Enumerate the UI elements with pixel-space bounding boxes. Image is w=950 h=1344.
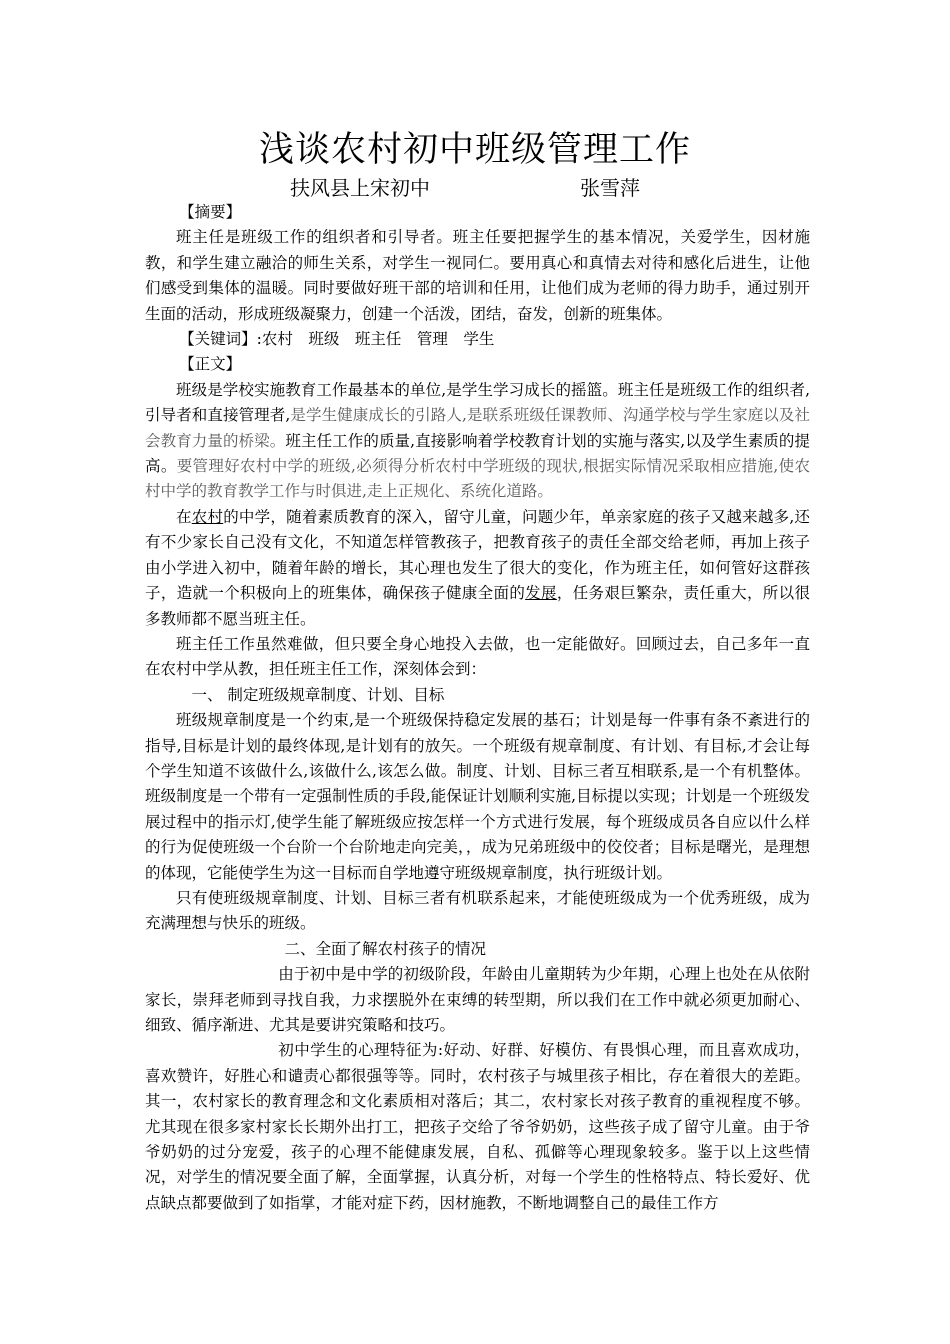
section-heading-2: 二、全面了解农村孩子的情况 bbox=[284, 939, 487, 958]
body-paragraph-4: 班级规章制度是一个约束,是一个班级保持稳定发展的基石；计划是每一件事有条不紊进行的指导,目标是计划的最终体现,是计划有的放矢。一个班级有规章制度、有计划、有目标,才会让每个学生知道不该做什么,该做什么,该怎么做。制度、计划、目标三者互相联系,是一个有机整体。班级制度是一个带有一定强制性质的手段,能保证计划顺利实施,目标提以实现；计划是一个班级发展过程中的指示灯,使学生能了解班级应按怎样一个方式进行发展，每个班级成员各自应以什么样的行为促使班级一个台阶一个台阶地走向完美，，成为兄弟班级中的佼佼者；目标是曙光，是理想的体现，它能使学生为这一目标而自学地遵守班级规章制度，执行班级计划。 bbox=[145, 711, 810, 882]
body-paragraph-2 bbox=[145, 505, 810, 632]
link-rural[interactable]: 农村 bbox=[191, 507, 224, 526]
article-body bbox=[145, 200, 810, 1216]
body-label: 【正文】 bbox=[179, 355, 242, 374]
p2-text-a: 在 bbox=[176, 507, 192, 526]
keywords-line bbox=[145, 327, 810, 352]
body-paragraph-5: 只有使班级规章制度、计划、目标三者有机联系起来，才能使班级成为一个优秀班级，成为充满理想与快乐的班级。 bbox=[145, 888, 810, 933]
keyword: 班级 bbox=[308, 330, 340, 349]
keyword: 学生 bbox=[463, 330, 495, 349]
school-name: 扶风县上宋初中 bbox=[290, 176, 430, 200]
body-paragraph-3: 班主任工作虽然难做，但只要全身心地投入去做，也一定能做好。回顾过去，自己多年一直在农村中学从教，担任班主任工作，深刻体会到： bbox=[145, 634, 810, 679]
abstract-paragraph: 班主任是班级工作的组织者和引导者。班主任要把握学生的基本情况，关爱学生，因材施教，和学生建立融洽的师生关系，对学生一视同仁。要用真心和真情去对待和感化后进生，让他们感受到集体的温暖。同时要做好班干部的培训和任用，让他们成为老师的得力助手，通过别开生面的活动，形成班级凝聚力，创建一个活泼，团结，奋发，创新的班集体。 bbox=[145, 228, 810, 323]
body-paragraph-7: 初中学生的心理特征为:好动、好群、好模仿、有畏惧心理，而且喜欢成功，喜欢赞许，好胜心和谴责心都很强等等。同时，农村孩子与城里孩子相比，存在着很大的差距。其一，农村家长的教育理念和文化素质相对落后；其二，农村家长对孩子教育的重视程度不够。尤其现在很多家村家长长期外出打工，把孩子交给了爷爷奶奶，这些孩子成了留守儿童。由于爷爷奶奶的过分宠爱，孩子的心理不能健康发展，自私、孤僻等心理现象较多。鉴于以上这些情况，对学生的情况要全面了解，全面掌握，认真分析，对每一个学生的性格特点、特长爱好、优点缺点都要做到了如指掌，才能对症下药，因材施教，不断地调整自己的最佳工作方 bbox=[145, 1041, 810, 1212]
link-development[interactable]: 发展 bbox=[525, 584, 557, 603]
p2-text-b: 的中学，随着素质教育的深入，留守儿童，问题少年，单亲家庭的孩子又越来越多,还有不少家长自己没有文化，不知道怎样管教孩子，把教育孩子的责任全部交给老师，再加上孩子由小学进入初中，随着年龄的增长，其心理也发生了很大的变化，作为班主任，如何管好这群孩子，造就一个积极向上的班集体，确保孩子健康全面的 bbox=[145, 507, 810, 603]
keywords-label: 【关键词】: bbox=[179, 330, 262, 349]
keyword: 班主任 bbox=[354, 330, 402, 349]
body-paragraph-1 bbox=[145, 378, 810, 505]
p2-text-c: ，任务艰巨繁杂，责任重大，所以很多教师都不愿当班主任。 bbox=[145, 584, 810, 628]
keyword: 农村 bbox=[261, 330, 293, 349]
keyword: 管理 bbox=[416, 330, 448, 349]
p1-text-c: 班主任工作的质量,直接影响着学校教育计划的实施与落实,以及学生素质的提高。 bbox=[145, 431, 810, 476]
abstract-label: 【摘要】 bbox=[179, 203, 242, 221]
author-name: 张雪萍 bbox=[580, 176, 640, 200]
page-title: 浅谈农村初中班级管理工作 bbox=[258, 130, 691, 170]
p1-text-d: 要管理好农村中学的班级,必须得分析农村中学班级的现状,根据实际情况采取相应措施,使农村中学的教育教学工作与时俱进,走上正规化、系统化道路。 bbox=[145, 457, 810, 501]
section-heading-1: 一、 制定班级规章制度、计划、目标 bbox=[191, 685, 445, 704]
body-paragraph-6: 由于初中是中学的初级阶段，年龄由儿童期转为少年期，心理上也处在从依附家长，崇拜老师到寻找自我，力求摆脱外在束缚的转型期，所以我们在工作中就必须更加耐心、细致、循序渐进、尤其是要讲究策略和技巧。 bbox=[145, 965, 810, 1034]
p1-text-a: 班级是学校实施教育工作最基本的单位,是学生学习成长的摇篮。班主任是班级工作的组织者,引导者和直接管理者, bbox=[145, 380, 810, 425]
p1-text-b: 是学生健康成长的引路人,是联系班级任课教师、沟通学校与学生家庭以及社会教育力量的桥梁。 bbox=[145, 406, 810, 450]
